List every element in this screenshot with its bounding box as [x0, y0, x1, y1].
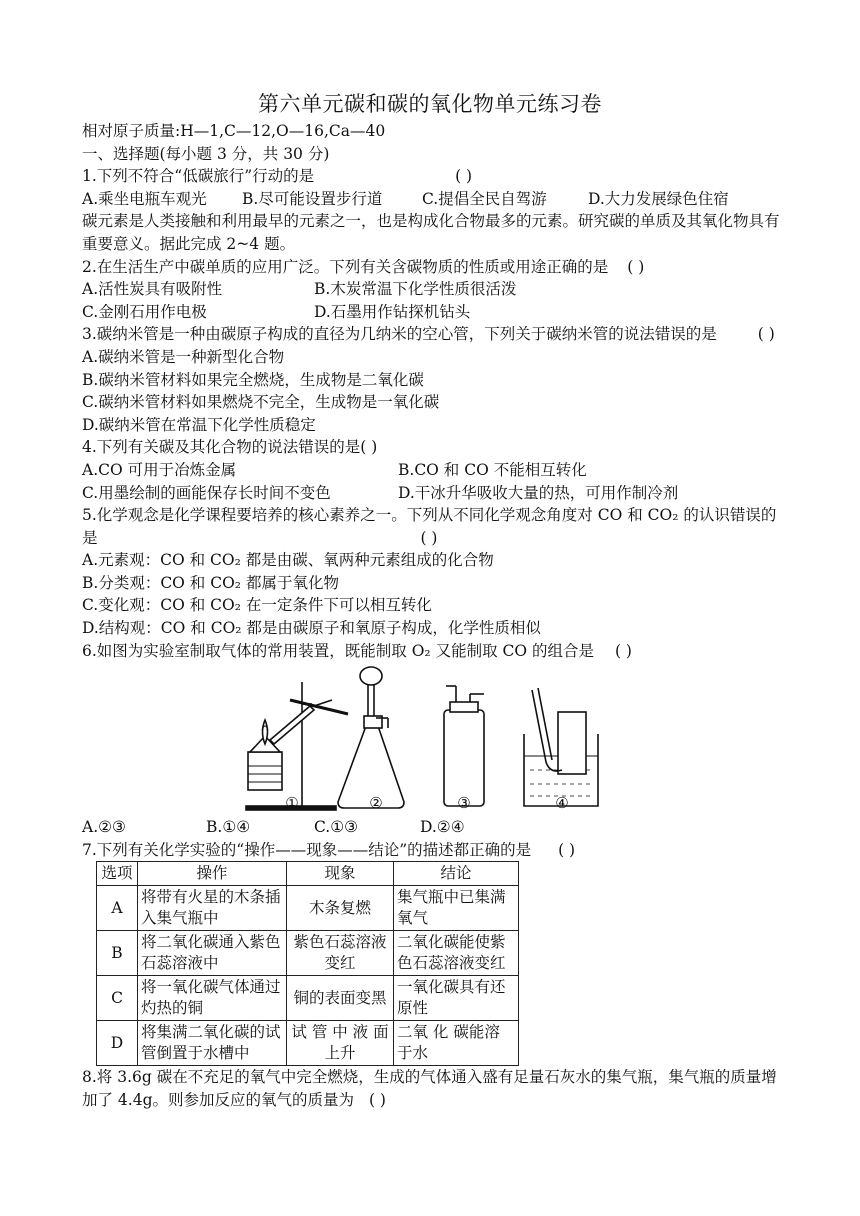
question-1-stem: 1.下列不符合“低碳旅行”行动的是 — [82, 167, 315, 186]
table-header: 选项 — [97, 862, 138, 886]
table-row — [97, 931, 519, 976]
option-b: B.尽可能设置步行道 — [242, 189, 383, 208]
table-cell: 将一氧化碳气体通过灼热的铜 — [138, 976, 287, 1021]
table-cell: 试 管 中 液 面上升 — [287, 1021, 394, 1066]
option-a: A.②③ — [82, 818, 126, 837]
question-7 — [82, 839, 782, 862]
question-2-stem: 2.在生活生产中碳单质的应用广泛。下列有关含碳物质的性质或用途正确的是 — [82, 257, 609, 276]
answer-blank: ( ) — [368, 1091, 386, 1110]
question-2-options-row1 — [82, 278, 782, 301]
table-header: 操作 — [138, 862, 287, 886]
option-d: D.碳纳米管在常温下化学性质稳定 — [82, 415, 316, 434]
option-c: C.金刚石用作电极 — [82, 302, 207, 321]
answer-blank: ( ) — [558, 840, 576, 859]
apparatus-4-water-trough — [524, 688, 598, 806]
option-a: A.活性炭具有吸附性 — [82, 280, 223, 299]
option-c: C.碳纳米管材料如果燃烧不完全，生成物是一氧化碳 — [82, 393, 440, 412]
atomic-mass-note: 相对原子质量:H—1,C—12,O—16,Ca—40 — [82, 122, 386, 140]
question-8 — [82, 1066, 782, 1111]
table-row — [97, 976, 519, 1021]
table-row — [97, 886, 519, 931]
option-a: A.元素观：CO 和 CO₂ 都是由碳、氧两种元素组成的化合物 — [82, 551, 494, 570]
question-6-stem: 6.如图为实验室制取气体的常用装置，既能制取 O₂ 又能制取 CO 的组合是 — [82, 641, 594, 660]
option-a: A.碳纳米管是一种新型化合物 — [82, 347, 285, 366]
question-5-stem: 5.化学观念是化学课程要培养的核心素养之一。下列从不同化学观念角度对 CO 和 CO₂ 的认识错误的是 — [82, 506, 777, 547]
question-2-options-row2 — [82, 301, 782, 324]
option-b: B.分类观：CO 和 CO₂ 都属于氧化物 — [82, 573, 339, 592]
apparatus-figure — [82, 666, 782, 816]
option-b: B.CO 和 CO 不能相互转化 — [398, 460, 587, 479]
apparatus-diagram — [240, 666, 710, 816]
section-heading: 一、选择题(每小题 3 分，共 30 分) — [82, 144, 330, 163]
table-cell: 二氧 化 碳能溶于水 — [394, 1021, 519, 1066]
question-6-options — [82, 816, 782, 839]
table-cell: 紫色石蕊溶液变红 — [287, 931, 394, 976]
option-c: C.变化观：CO 和 CO₂ 在一定条件下可以相互转化 — [82, 596, 432, 615]
option-a: A.乘坐电瓶车观光 — [82, 189, 207, 208]
question-4-stem: 4.下列有关碳及其化合物的说法错误的是( ) — [82, 438, 378, 457]
table-cell: C — [97, 976, 138, 1021]
answer-blank: ( ) — [757, 325, 775, 344]
table-cell: D — [97, 1021, 138, 1066]
option-a: A.CO 可用于冶炼金属 — [82, 460, 237, 479]
question-8-stem: 8.将 3.6g 碳在不充足的氧气中完全燃烧，生成的气体通入盛有足量石灰水的集气瓶，集气瓶的质量增加了 4.4g。则参加反应的氧气的质量为 — [82, 1068, 777, 1110]
table-cell: 一氧化碳具有还原性 — [394, 976, 519, 1021]
option-d: D.结构观：CO 和 CO₂ 都是由碳原子和氧原子构成，化学性质相似 — [82, 619, 541, 638]
figure-label-3: ③ — [457, 794, 471, 813]
table-row — [97, 1021, 519, 1066]
option-c: C.①③ — [314, 818, 359, 837]
question-2 — [82, 256, 782, 279]
answer-blank: ( ) — [627, 257, 645, 276]
answer-blank: ( ) — [614, 641, 632, 660]
table-cell: 铜的表面变黑 — [287, 976, 394, 1021]
question-1-options — [82, 188, 782, 211]
table-cell: 二氧化碳能使紫色石蕊溶液变红 — [394, 931, 519, 976]
table-cell: B — [97, 931, 138, 976]
table-cell: 将集满二氧化碳的试管倒置于水槽中 — [138, 1021, 287, 1066]
exam-content — [82, 120, 782, 1112]
question-4-options-row2 — [82, 482, 782, 505]
question-6 — [82, 640, 782, 663]
answer-blank: ( ) — [420, 528, 438, 547]
figure-label-1: ① — [285, 794, 299, 813]
table-cell: 将带有火星的木条插入集气瓶中 — [138, 886, 287, 931]
table-header-row — [97, 862, 519, 886]
experiment-table — [96, 861, 519, 1066]
answer-blank: ( ) — [455, 167, 473, 186]
apparatus-3-gas-bottle — [444, 686, 484, 806]
option-c: C.提倡全民自驾游 — [422, 189, 547, 208]
apparatus-1-heating-tube — [246, 682, 348, 813]
apparatus-2-conical-flask — [338, 667, 404, 808]
table-cell: 集气瓶中已集满氧气 — [394, 886, 519, 931]
table-header: 现象 — [287, 862, 394, 886]
option-b: B.①④ — [206, 818, 251, 837]
option-b: B.木炭常温下化学性质很活泼 — [314, 280, 517, 299]
figure-label-2: ② — [369, 794, 383, 813]
option-d: D.大力发展绿色住宿 — [588, 189, 729, 208]
intro-paragraph: 碳元素是人类接触和利用最早的元素之一，也是构成化合物最多的元素。研究碳的单质及其氧化物具有重要意义。据此完成 2~4 题。 — [82, 212, 780, 253]
option-c: C.用墨绘制的画能保存长时间不变色 — [82, 483, 331, 502]
figure-label-4: ④ — [555, 794, 569, 813]
option-d: D.干冰升华吸收大量的热，可用作制冷剂 — [398, 483, 679, 502]
question-7-stem: 7.下列有关化学实验的“操作——现象——结论”的描述都正确的是 — [82, 840, 532, 859]
option-d: D.石墨用作钻探机钻头 — [314, 302, 471, 321]
table-cell: A — [97, 886, 138, 931]
question-3 — [82, 323, 782, 346]
question-5 — [82, 504, 782, 549]
table-cell: 将二氧化碳通入紫色石蕊溶液中 — [138, 931, 287, 976]
question-4-options-row1 — [82, 459, 782, 482]
question-1 — [82, 165, 782, 188]
page-title: 第六单元碳和碳的氧化物单元练习卷 — [258, 92, 602, 116]
question-3-stem: 3.碳纳米管是一种由碳原子构成的直径为几纳米的空心管，下列关于碳纳米管的说法错误的是 — [82, 325, 717, 344]
option-d: D.②④ — [420, 818, 465, 837]
table-cell: 木条复燃 — [287, 886, 394, 931]
option-b: B.碳纳米管材料如果完全燃烧，生成物是二氧化碳 — [82, 370, 424, 389]
table-header: 结论 — [394, 862, 519, 886]
